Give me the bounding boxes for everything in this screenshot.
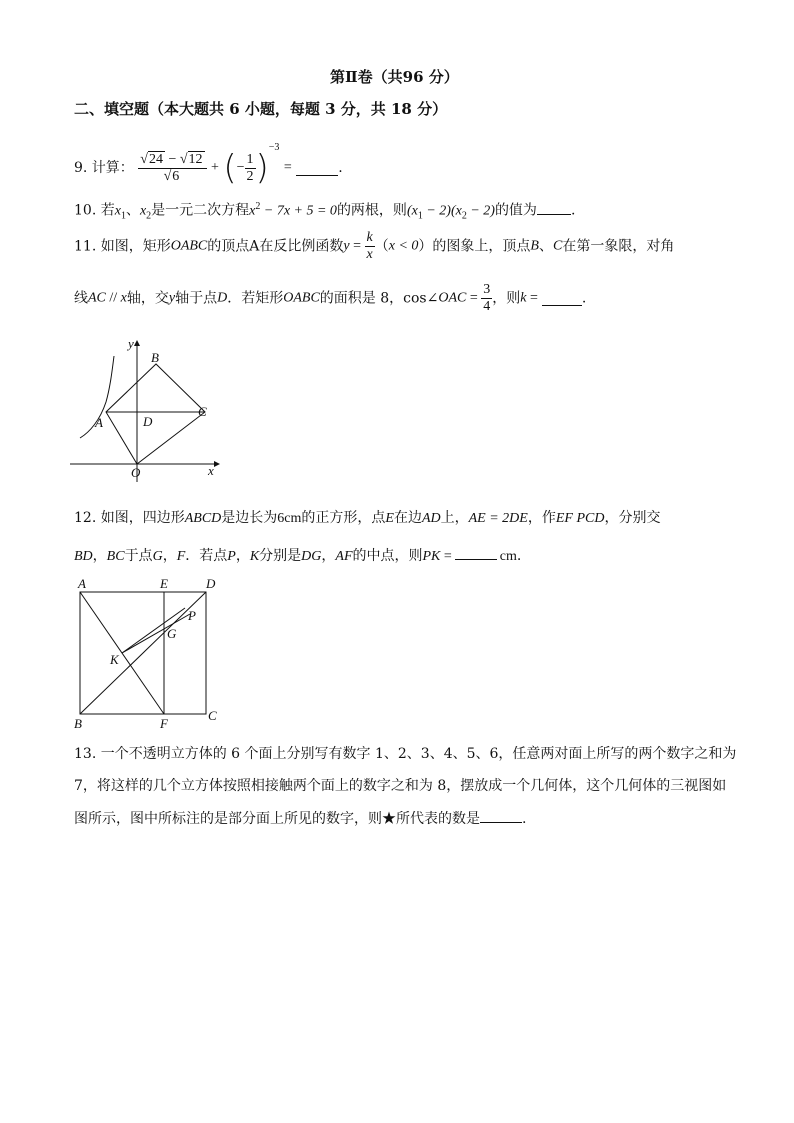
q9-minus: − xyxy=(168,151,177,167)
q10-sep: 、 xyxy=(125,202,140,219)
paper-title: 第Ⅱ卷（共96 分） xyxy=(330,68,459,86)
q12-c1: ， xyxy=(162,548,177,564)
q12-length: 6cm xyxy=(277,511,302,526)
q10-eq-x: x xyxy=(249,203,256,219)
q10-x1-sub: 1 xyxy=(120,210,126,222)
q10-answer-blank[interactable] xyxy=(537,200,571,215)
fig11-y-arrow xyxy=(134,340,140,346)
q12-answer-blank[interactable] xyxy=(455,545,497,560)
q9-left-paren: ( xyxy=(223,148,237,188)
q12-c2: ， xyxy=(235,548,250,564)
q11-parallel: // xyxy=(105,290,121,306)
fig12-label-D: D xyxy=(206,576,216,591)
q11-D: D xyxy=(217,290,228,306)
q9-neg: − xyxy=(236,160,245,175)
q9-plus: + xyxy=(211,160,219,175)
q11-y: y xyxy=(343,238,350,254)
q10-text1: 是一元二次方程 xyxy=(151,202,250,219)
q9-half: $\frac{1}{2}$ xyxy=(246,151,254,184)
q12-relation: AE = 2DE xyxy=(468,511,528,526)
q11-eq3: = xyxy=(526,290,538,306)
q11-answer-blank[interactable] xyxy=(542,291,582,306)
q12-P: P xyxy=(227,549,236,564)
q11-eq2: = xyxy=(466,290,482,306)
q11-t1: 的顶点A在反比例函数 xyxy=(207,238,344,255)
q11-rect2: OABC xyxy=(283,290,320,306)
q11-t5: 轴，交 xyxy=(126,290,169,307)
q12-t6: ，分别交 xyxy=(604,510,661,526)
q12-F: F xyxy=(176,549,186,564)
q10-text2: 的两根，则 xyxy=(336,202,407,219)
q12-t1: 是边长为 xyxy=(221,510,278,526)
q13-end: . xyxy=(522,811,527,827)
q11-C: C xyxy=(552,238,563,254)
q11-xaxis: x xyxy=(120,290,127,306)
q9-sqrt24: 24 xyxy=(148,151,163,167)
q12-ef: EF PCD xyxy=(555,511,605,526)
q11-t9: ，则 xyxy=(492,290,521,307)
q11-t3: ）的图象上，顶点 xyxy=(418,238,531,255)
question-13-line2: 7，将这样的几个立方体按照相接触两个面上的数字之和为 8，摆放成一个几何体，这个几何体的三视图如 xyxy=(74,778,727,794)
question-13-line3 xyxy=(74,808,526,829)
q12-line2-t4: 的中点，则 xyxy=(352,548,423,564)
q12-K: K xyxy=(249,549,260,564)
q10-expr-c: − 2) xyxy=(466,203,495,219)
q12-BC: BC xyxy=(106,549,125,564)
q12-c3: ， xyxy=(321,548,336,564)
q9-sqrt6: 6 xyxy=(172,168,180,184)
fig12-label-C: C xyxy=(208,708,217,723)
q10-x2: x xyxy=(139,203,147,219)
q9-sqrt12: 12 xyxy=(188,151,203,167)
fig12-label-K: K xyxy=(110,652,119,667)
q11-line2-a: 线 xyxy=(74,290,88,307)
q11-t4: 在第一象限，对角 xyxy=(562,238,675,255)
q11-angle: OAC xyxy=(438,290,467,306)
q11-rect: OABC xyxy=(170,238,208,254)
q12-line2-t2: ．若点 xyxy=(185,548,228,564)
q12-AD: AD xyxy=(421,511,441,526)
q13-line3-text: 图所示，图中所标注的是部分面上所见的数字，则★所代表的数是 xyxy=(74,811,480,827)
q11-AC: AC xyxy=(88,290,106,306)
q11-k: k xyxy=(520,290,527,306)
q11-B: B xyxy=(530,238,539,254)
figure-11 xyxy=(64,336,224,486)
q12-eq: = xyxy=(440,549,452,564)
q11-end: . xyxy=(581,290,587,307)
q12-AF: AF xyxy=(335,549,353,564)
fig12-label-G: G xyxy=(167,626,177,641)
q11-eq: = xyxy=(349,238,365,254)
q12-BD: BD xyxy=(74,549,93,564)
q10-expr-a: (x xyxy=(406,203,418,219)
fig11-rectangle xyxy=(106,364,205,464)
q12-t2: 的正方形，点 xyxy=(301,510,386,526)
fig12-line-kp xyxy=(122,614,190,653)
q11-sep: 、 xyxy=(538,238,553,255)
question-13-line1: 13. 一个不透明立方体的 6 个面上分别写有数字 1、2、3、4、5、6，任意两对面上所写的两个数字之和为 xyxy=(74,746,737,762)
q11-yaxis: y xyxy=(168,290,176,306)
q12-G: G xyxy=(152,549,163,564)
q11-t6: 轴于点 xyxy=(175,290,218,307)
q9-fraction: $\frac{√24 - √12}{√6}$ xyxy=(138,152,206,185)
q12-abcd: ABCD xyxy=(184,511,222,526)
q11-t2: （ xyxy=(374,238,389,255)
q12-t5: ，作 xyxy=(527,510,556,526)
figure-12 xyxy=(66,574,226,734)
fig12-label-E: E xyxy=(160,576,168,591)
q12-sep: ， xyxy=(92,548,107,564)
q12-t4: 上， xyxy=(440,510,469,526)
q12-number: 12. 如图，四边形 xyxy=(74,510,185,526)
fig11-label-B: B xyxy=(151,350,159,365)
q12-DG: DG xyxy=(301,549,322,564)
q10-eq-sup: 2 xyxy=(255,201,261,212)
fig11-label-A: A xyxy=(95,415,103,430)
q10-expr-s2: 2 xyxy=(461,210,467,222)
q12-line2-t3: 分别是 xyxy=(259,548,302,564)
q12-t3: 在边 xyxy=(393,510,422,526)
q11-t8: 的面积是 8，cos∠ xyxy=(319,290,439,307)
q9-exponent: −3 xyxy=(268,142,280,153)
q12-end: . xyxy=(516,548,522,564)
fig12-label-B: B xyxy=(74,716,82,731)
fig11-label-C: C xyxy=(198,404,207,419)
q10-text3: 的值为 xyxy=(494,202,537,219)
q10-eq-rest: − 7x + 5 = 0 xyxy=(260,203,337,219)
q9-equals: = xyxy=(283,160,292,175)
q12-PK: PK xyxy=(422,549,441,564)
q11-t7: ．若矩形 xyxy=(227,290,284,307)
q10-expr-s1: 1 xyxy=(417,210,423,222)
q12-line2-t1: 于点 xyxy=(124,548,153,564)
fig12-label-P: P xyxy=(188,608,196,623)
q11-cond: x < 0 xyxy=(388,238,419,254)
q10-x1: x xyxy=(114,203,121,219)
q10-expr-b: − 2)(x xyxy=(422,203,462,219)
question-11-line1 xyxy=(74,230,674,270)
q9-number: 9. 计算： xyxy=(74,160,134,176)
q9-right-paren: ) xyxy=(255,148,269,188)
q10-number: 10. 若 xyxy=(74,202,115,219)
q13-answer-blank[interactable] xyxy=(480,808,522,823)
fig12-label-A: A xyxy=(78,576,86,591)
question-12-line2 xyxy=(74,545,521,567)
question-10 xyxy=(74,197,575,226)
fig11-label-D: D xyxy=(143,414,153,429)
section-heading: 二、填空题（本大题共 6 小题，每题 3 分，共 18 分） xyxy=(74,100,448,118)
fig11-label-x: x xyxy=(208,463,214,478)
q9-answer-blank[interactable] xyxy=(296,161,338,176)
question-11-line2 xyxy=(74,282,586,322)
q12-E: E xyxy=(385,511,394,526)
fig12-label-F: F xyxy=(160,716,168,731)
q12-unit: cm xyxy=(499,549,517,564)
q11-three-quarters: $\frac{3}{4}$ xyxy=(483,282,491,314)
q10-end: . xyxy=(570,202,576,219)
q11-number: 11. 如图，矩形 xyxy=(74,238,171,255)
q11-k-over-x: $\frac{k}{x}$ xyxy=(366,230,373,262)
q10-x2-sub: 2 xyxy=(146,210,152,222)
question-9 xyxy=(74,138,343,188)
question-12-line1 xyxy=(74,508,660,529)
q9-end: . xyxy=(338,160,343,176)
fig11-x-arrow xyxy=(214,461,220,467)
fig11-label-y: y xyxy=(128,336,134,351)
fig11-label-O: O xyxy=(131,465,141,480)
